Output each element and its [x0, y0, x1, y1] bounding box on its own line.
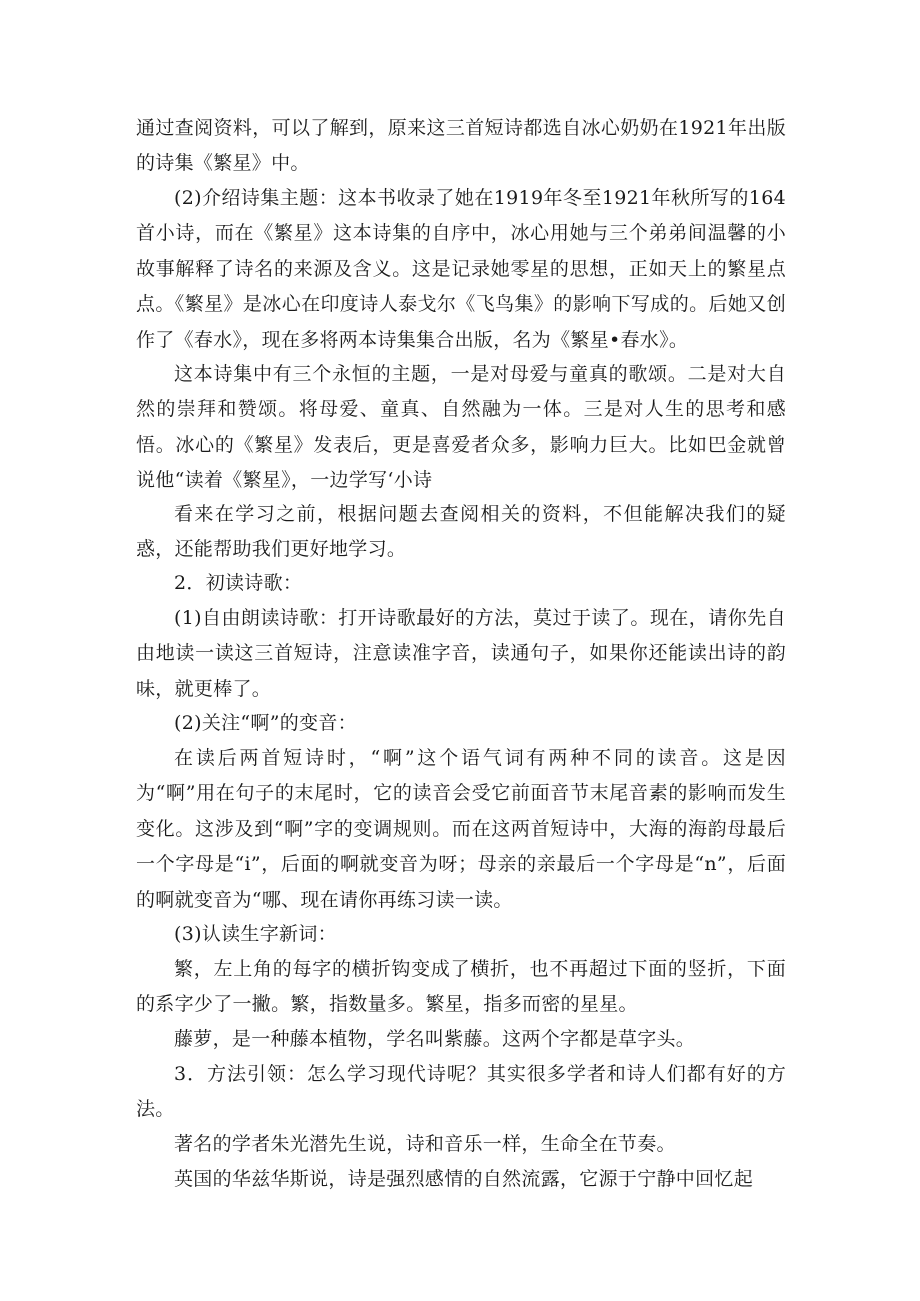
paragraph-5: 2．初读诗歌：: [174, 572, 303, 594]
paragraph-9: (3)认读生字新词：: [174, 923, 337, 945]
paragraph-14: 英国的华兹华斯说，诗是强烈感情的自然流露，它源于宁静中回忆起: [174, 1168, 754, 1190]
paragraph-2: (2)介绍诗集主题：这本书收录了她在1919年冬至1921年秋所写的164首小诗，而在《繁星》这本诗集的自序中，冰心用她与三个弟弟间温馨的小故事解释了诗名的来源及含义。这是记录她零星的思想，正如天上的繁星点点。《繁星》是冰心在印度诗人泰戈尔《飞鸟集》的影响下写成的。后她又创作了《春水》，现在多将两本诗集集合出版，名为《繁星•春水》。: [136, 187, 786, 351]
paragraph-1: 通过查阅资料，可以了解到，原来这三首短诗都选自冰心奶奶在1921年出版的诗集《繁星》中。: [136, 117, 786, 175]
paragraph-3: 这本诗集中有三个永恒的主题，一是对母爱与童真的歌颂。二是对大自然的崇拜和赞颂。将母爱、童真、自然融为一体。三是对人生的思考和感悟。冰心的《繁星》发表后，更是喜爱者众多，影响力巨大。比如巴金就曾说他“读着《繁星》，一边学写‘小诗: [136, 363, 786, 492]
paragraph-12: 3．方法引领：怎么学习现代诗呢？其实很多学者和诗人们都有好的方法。: [136, 1063, 786, 1121]
paragraph-8: 在读后两首短诗时，“啊”这个语气词有两种不同的读音。这是因为“啊”用在句子的末尾时，它的读音会受它前面音节末尾音素的影响而发生变化。这涉及到“啊”字的变调规则。而在这两首短诗中，大海的海韵母最后一个字母是“i”，后面的啊就变音为呀；母亲的亲最后一个字母是“n”，后面的啊就变音为“哪、现在请你再练习读一读。: [136, 747, 786, 911]
paragraph-10: 繁，左上角的每字的横折钩变成了横折，也不再超过下面的竖折，下面的系字少了一撇。繁，指数量多。繁星，指多而密的星星。: [136, 958, 786, 1016]
paragraph-4: 看来在学习之前，根据问题去查阅相关的资料，不但能解决我们的疑惑，还能帮助我们更好地学习。: [136, 503, 786, 561]
paragraph-13: 著名的学者朱光潜先生说，诗和音乐一样，生命全在节奏。: [174, 1133, 676, 1155]
paragraph-6: (1)自由朗读诗歌：打开诗歌最好的方法，莫过于读了。现在，请你先自由地读一读这三首短诗，注意读准字音，读通句子，如果你还能读出诗的韵味，就更棒了。: [136, 607, 786, 700]
paragraph-7: (2)关注“啊”的变音：: [174, 712, 357, 734]
paragraph-11: 藤萝，是一种藤本植物，学名叫紫藤。这两个字都是草字头。: [174, 1028, 696, 1050]
